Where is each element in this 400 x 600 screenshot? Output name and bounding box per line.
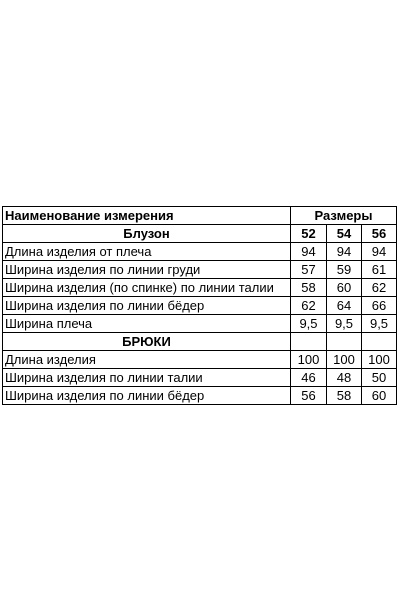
table-row <box>3 261 397 279</box>
table-row <box>3 243 397 261</box>
empty-cell <box>362 333 397 351</box>
cell-value: 9,5 <box>362 315 397 333</box>
size-label: 56 <box>362 225 397 243</box>
cell-value: 58 <box>291 279 327 297</box>
row-label: Ширина изделия по линии бёдер <box>3 297 291 315</box>
cell-value: 46 <box>291 369 327 387</box>
row-label: Ширина изделия по линии бёдер <box>3 387 291 405</box>
table-row <box>3 315 397 333</box>
cell-value: 48 <box>327 369 362 387</box>
cell-value: 60 <box>362 387 397 405</box>
cell-value: 64 <box>327 297 362 315</box>
table-row <box>3 279 397 297</box>
empty-cell <box>291 333 327 351</box>
measurement-header: Наименование измерения <box>3 207 291 225</box>
cell-value: 57 <box>291 261 327 279</box>
cell-value: 58 <box>327 387 362 405</box>
table-row <box>3 351 397 369</box>
table-row <box>3 387 397 405</box>
row-label: Ширина изделия по линии талии <box>3 369 291 387</box>
section-row-trousers <box>3 333 397 351</box>
cell-value: 100 <box>327 351 362 369</box>
cell-value: 56 <box>291 387 327 405</box>
table-row <box>3 369 397 387</box>
cell-value: 100 <box>362 351 397 369</box>
table-header-row <box>3 207 397 225</box>
row-label: Ширина плеча <box>3 315 291 333</box>
cell-value: 100 <box>291 351 327 369</box>
table-row <box>3 297 397 315</box>
row-label: Ширина изделия (по спинке) по линии талии <box>3 279 291 297</box>
cell-value: 62 <box>362 279 397 297</box>
size-chart-table <box>2 206 397 405</box>
cell-value: 94 <box>362 243 397 261</box>
cell-value: 9,5 <box>327 315 362 333</box>
cell-value: 61 <box>362 261 397 279</box>
row-label: Длина изделия <box>3 351 291 369</box>
empty-cell <box>327 333 362 351</box>
cell-value: 94 <box>327 243 362 261</box>
section-title: БРЮКИ <box>3 333 291 351</box>
section-title: Блузон <box>3 225 291 243</box>
cell-value: 59 <box>327 261 362 279</box>
cell-value: 94 <box>291 243 327 261</box>
size-label: 52 <box>291 225 327 243</box>
row-label: Длина изделия от плеча <box>3 243 291 261</box>
section-row-blouson <box>3 225 397 243</box>
size-label: 54 <box>327 225 362 243</box>
cell-value: 62 <box>291 297 327 315</box>
row-label: Ширина изделия по линии груди <box>3 261 291 279</box>
sizes-header: Размеры <box>291 207 397 225</box>
cell-value: 60 <box>327 279 362 297</box>
cell-value: 50 <box>362 369 397 387</box>
cell-value: 66 <box>362 297 397 315</box>
cell-value: 9,5 <box>291 315 327 333</box>
